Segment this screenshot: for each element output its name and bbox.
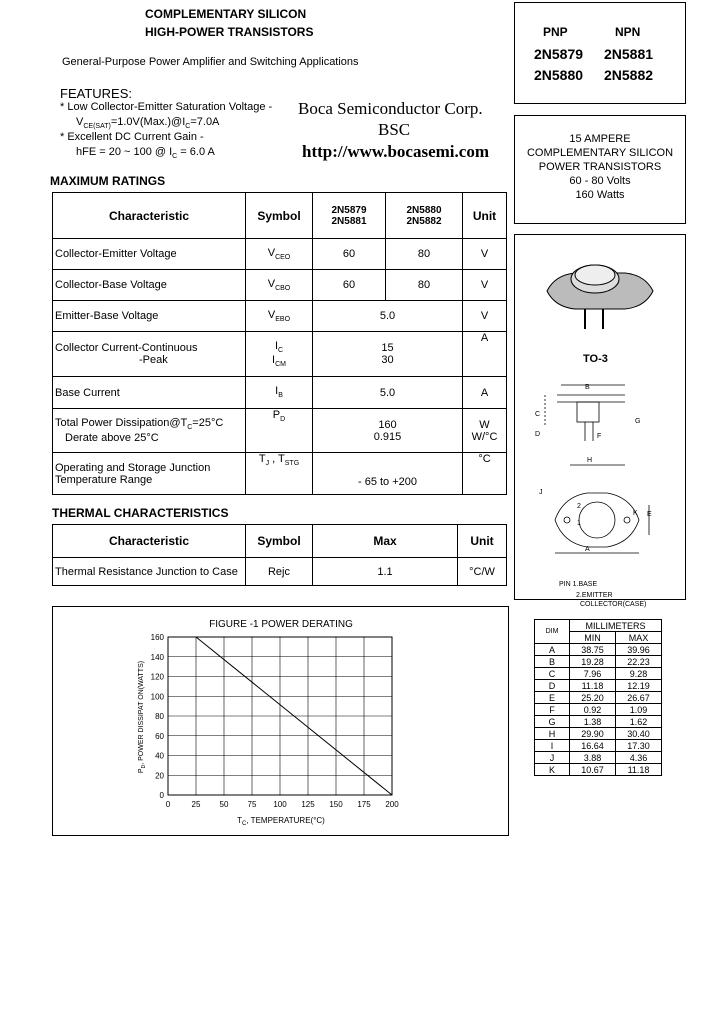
table-row <box>53 409 507 453</box>
mr-col-unit: Unit <box>463 193 507 239</box>
th-col-unit: Unit <box>458 525 507 558</box>
feature-2: * Excellent DC Current Gain - <box>60 131 204 143</box>
mr-r2-v2: 80 <box>386 270 463 301</box>
dim-max: 1.62 <box>615 716 661 728</box>
desc-line-1: 15 AMPERE <box>569 133 631 145</box>
x-tick-label: 50 <box>219 800 229 809</box>
dim-letter: A <box>535 644 570 656</box>
mr-r1-unit: V <box>463 239 507 270</box>
y-tick-label: 120 <box>150 672 164 682</box>
bottom-view-outline <box>555 465 649 553</box>
dim-min: 16.64 <box>570 740 616 752</box>
dimension-rows <box>535 644 662 776</box>
max-header: MAX <box>615 632 661 644</box>
table-row <box>535 668 662 680</box>
label-k: K <box>633 510 638 517</box>
mr-r3-unit: V <box>463 301 507 332</box>
dim-max: 9.28 <box>615 668 661 680</box>
dim-letter: H <box>535 728 570 740</box>
to3-package-image <box>547 265 653 329</box>
dim-max: 11.18 <box>615 764 661 776</box>
mr-r6-unit: W W/°C <box>463 409 507 453</box>
dim-min: 3.88 <box>570 752 616 764</box>
th-col-max: Max <box>313 525 458 558</box>
pin-1-label: PIN 1.BASE <box>559 581 598 588</box>
y-tick-label: 60 <box>155 731 164 741</box>
y-tick-label: 20 <box>155 771 164 781</box>
pnp-label: PNP <box>543 25 568 39</box>
npn-part-2: 2N5882 <box>604 67 654 83</box>
label-d: D <box>535 431 541 438</box>
pnp-part-2: 2N5880 <box>534 67 584 83</box>
side-view-outline <box>545 385 625 441</box>
mr-r2-v1: 60 <box>313 270 386 301</box>
x-tick-label: 175 <box>357 800 371 809</box>
pin-3-label: COLLECTOR(CASE) <box>580 601 647 608</box>
chart-x-label: $T_C$, TEMPERATURE(°C) <box>237 816 325 827</box>
package-drawing <box>515 235 685 599</box>
table-row <box>535 656 662 668</box>
y-tick-label: 40 <box>155 751 164 761</box>
dim-letter: F <box>535 704 570 716</box>
mr-col-part-2: 2N5880 2N5882 <box>386 193 463 239</box>
max-ratings-heading: MAXIMUM RATINGS <box>50 174 166 188</box>
subtitle: General-Purpose Power Amplifier and Switching Applications <box>62 56 359 68</box>
mr-r4-symbol: $I_C$ $I_{CM}$ <box>246 332 313 377</box>
company-url: http://www.bocasemi.com <box>302 142 489 161</box>
th-r1-symbol: Rejc <box>246 558 313 586</box>
mr-r1-v2: 80 <box>386 239 463 270</box>
table-row <box>535 644 662 656</box>
dim-header: DIM <box>535 620 570 644</box>
title-line-2: HIGH-POWER TRANSISTORS <box>145 25 314 39</box>
dim-min: 10.67 <box>570 764 616 776</box>
mr-r7-unit: °C <box>463 453 507 495</box>
mr-r7-symbol: $T_J$ , $T_{STG}$ <box>246 453 313 495</box>
table-row <box>535 680 662 692</box>
npn-part-1: 2N5881 <box>604 46 654 62</box>
x-tick-label: 100 <box>273 800 287 809</box>
table-row <box>53 558 507 586</box>
label-f: F <box>597 433 602 440</box>
mm-header: MILLIMETERS <box>570 620 662 632</box>
table-row <box>535 764 662 776</box>
desc-line-5: 160 Watts <box>575 189 625 201</box>
table-row <box>53 239 507 270</box>
dim-max: 4.36 <box>615 752 661 764</box>
dim-min: 1.38 <box>570 716 616 728</box>
label-h: H <box>587 457 593 464</box>
mr-col-symbol: Symbol <box>246 193 313 239</box>
mr-r2-unit: V <box>463 270 507 301</box>
dim-min: 0.92 <box>570 704 616 716</box>
th-col-characteristic: Characteristic <box>53 525 246 558</box>
desc-line-2: COMPLEMENTARY SILICON <box>526 147 674 159</box>
mr-r3-symbol: $V_{EBO}$ <box>246 301 313 332</box>
dim-min: 11.18 <box>570 680 616 692</box>
dim-max: 30.40 <box>615 728 661 740</box>
th-r1-value: 1.1 <box>313 558 458 586</box>
th-r1-name: Thermal Resistance Junction to Case <box>53 558 246 586</box>
label-j: J <box>539 489 543 496</box>
dim-letter: E <box>535 692 570 704</box>
y-tick-label: 80 <box>155 712 164 721</box>
label-b: B <box>585 384 590 391</box>
label-pin-1: 1 <box>577 520 581 527</box>
feature-1-value: $V_{CE(SAT)}=1.0V(Max.)@I_C=7.0A$ <box>76 116 220 131</box>
mr-r1-name: Collector-Emitter Voltage <box>53 239 246 270</box>
chart-y-label: $P_D$, POWER DISSIPAT ON(WATTS) <box>138 660 147 774</box>
title-line-1: COMPLEMENTARY SILICON <box>145 7 307 21</box>
dim-max: 1.09 <box>615 704 661 716</box>
mr-r6-symbol: $P_D$ <box>246 409 313 453</box>
dim-max: 22.23 <box>615 656 661 668</box>
dim-max: 39.96 <box>615 644 661 656</box>
feature-2-value: hFE = 20 ~ 100 @ $I_C = 6.0$ A <box>76 146 215 161</box>
table-row <box>53 332 507 377</box>
dim-max: 17.30 <box>615 740 661 752</box>
mr-r4-name: Collector Current-Continuous -Peak <box>53 332 246 377</box>
x-tick-label: 125 <box>301 800 315 809</box>
x-tick-label: 25 <box>191 800 201 809</box>
label-a: A <box>585 546 590 553</box>
table-row <box>53 377 507 409</box>
y-tick-label: 0 <box>159 791 164 800</box>
mr-r5-symbol: $I_B$ <box>246 377 313 409</box>
y-tick-label: 160 <box>150 633 164 642</box>
dim-letter: I <box>535 740 570 752</box>
mr-r3-name: Emitter-Base Voltage <box>53 301 246 332</box>
table-row <box>53 270 507 301</box>
chart-title: FIGURE -1 POWER DERATING <box>209 619 353 630</box>
mr-col-part-1: 2N5879 2N5881 <box>313 193 386 239</box>
mr-r5-value: 5.0 <box>313 377 463 409</box>
x-tick-label: 200 <box>385 800 399 809</box>
mr-r2-name: Collector-Base Voltage <box>53 270 246 301</box>
x-tick-label: 150 <box>329 800 343 809</box>
npn-label: NPN <box>615 25 641 39</box>
mr-r4-values: 15 30 <box>313 332 463 377</box>
description-box <box>514 115 686 224</box>
mr-r2-symbol: $V_{CBO}$ <box>246 270 313 301</box>
dim-min: 38.75 <box>570 644 616 656</box>
power-derating-figure <box>52 606 509 836</box>
mr-r5-unit: A <box>463 377 507 409</box>
table-row <box>535 752 662 764</box>
company-name: Boca Semiconductor Corp. <box>298 99 483 118</box>
label-pin-2: 2 <box>577 503 581 510</box>
chart-ticks <box>151 633 400 809</box>
dim-letter: B <box>535 656 570 668</box>
package-label: TO-3 <box>583 353 608 365</box>
dim-min: 19.28 <box>570 656 616 668</box>
part-number-box <box>514 2 686 104</box>
dim-letter: K <box>535 764 570 776</box>
desc-line-4: 60 - 80 Volts <box>569 175 631 187</box>
x-tick-label: 75 <box>247 800 257 809</box>
y-tick-label: 140 <box>150 652 164 662</box>
min-header: MIN <box>570 632 616 644</box>
power-derating-chart <box>53 607 508 835</box>
mr-r4-unit: A <box>463 332 507 377</box>
table-row <box>535 692 662 704</box>
dim-letter: G <box>535 716 570 728</box>
thermal-heading: THERMAL CHARACTERISTICS <box>52 506 229 520</box>
mr-r7-name: Operating and Storage Junction Temperature Range <box>53 453 246 495</box>
feature-1: * Low Collector-Emitter Saturation Voltage - <box>60 101 273 113</box>
table-row <box>535 716 662 728</box>
label-g: G <box>635 418 641 425</box>
dim-letter: C <box>535 668 570 680</box>
mr-r3-value: 5.0 <box>313 301 463 332</box>
y-tick-label: 100 <box>150 692 164 702</box>
mr-r5-name: Base Current <box>53 377 246 409</box>
dim-letter: J <box>535 752 570 764</box>
desc-line-3: POWER TRANSISTORS <box>538 161 662 173</box>
label-c: C <box>535 411 541 418</box>
x-tick-label: 0 <box>165 800 171 809</box>
mr-col-characteristic: Characteristic <box>53 193 246 239</box>
mr-r6-name: Total Power $Dissipation@T_C=25^\circ C$ Derate above 25°C <box>53 409 246 453</box>
dim-min: 25.20 <box>570 692 616 704</box>
label-e: E <box>647 511 652 518</box>
dim-max: 26.67 <box>615 692 661 704</box>
dimension-table <box>534 619 662 776</box>
mr-r1-v1: 60 <box>313 239 386 270</box>
table-row <box>535 728 662 740</box>
pnp-part-1: 2N5879 <box>534 46 584 62</box>
max-ratings-table <box>52 192 507 495</box>
pin-2-label: 2.EMITTER <box>576 592 613 599</box>
th-r1-unit: °C/W <box>458 558 507 586</box>
dim-max: 12.19 <box>615 680 661 692</box>
dim-min: 7.96 <box>570 668 616 680</box>
table-row <box>53 453 507 495</box>
features-heading: FEATURES: <box>60 86 132 101</box>
thermal-table <box>52 524 507 586</box>
dim-min: 29.90 <box>570 728 616 740</box>
package-box <box>514 234 686 600</box>
table-row <box>53 301 507 332</box>
company-abbr: BSC <box>378 120 411 139</box>
th-col-symbol: Symbol <box>246 525 313 558</box>
dim-letter: D <box>535 680 570 692</box>
mr-r6-values: 160 0.915 <box>313 409 463 453</box>
table-row <box>535 740 662 752</box>
mr-r7-value: - 65 to +200 <box>313 453 463 495</box>
chart-grid <box>168 637 392 795</box>
table-row <box>535 704 662 716</box>
mr-r1-symbol: $V_{CEO}$ <box>246 239 313 270</box>
